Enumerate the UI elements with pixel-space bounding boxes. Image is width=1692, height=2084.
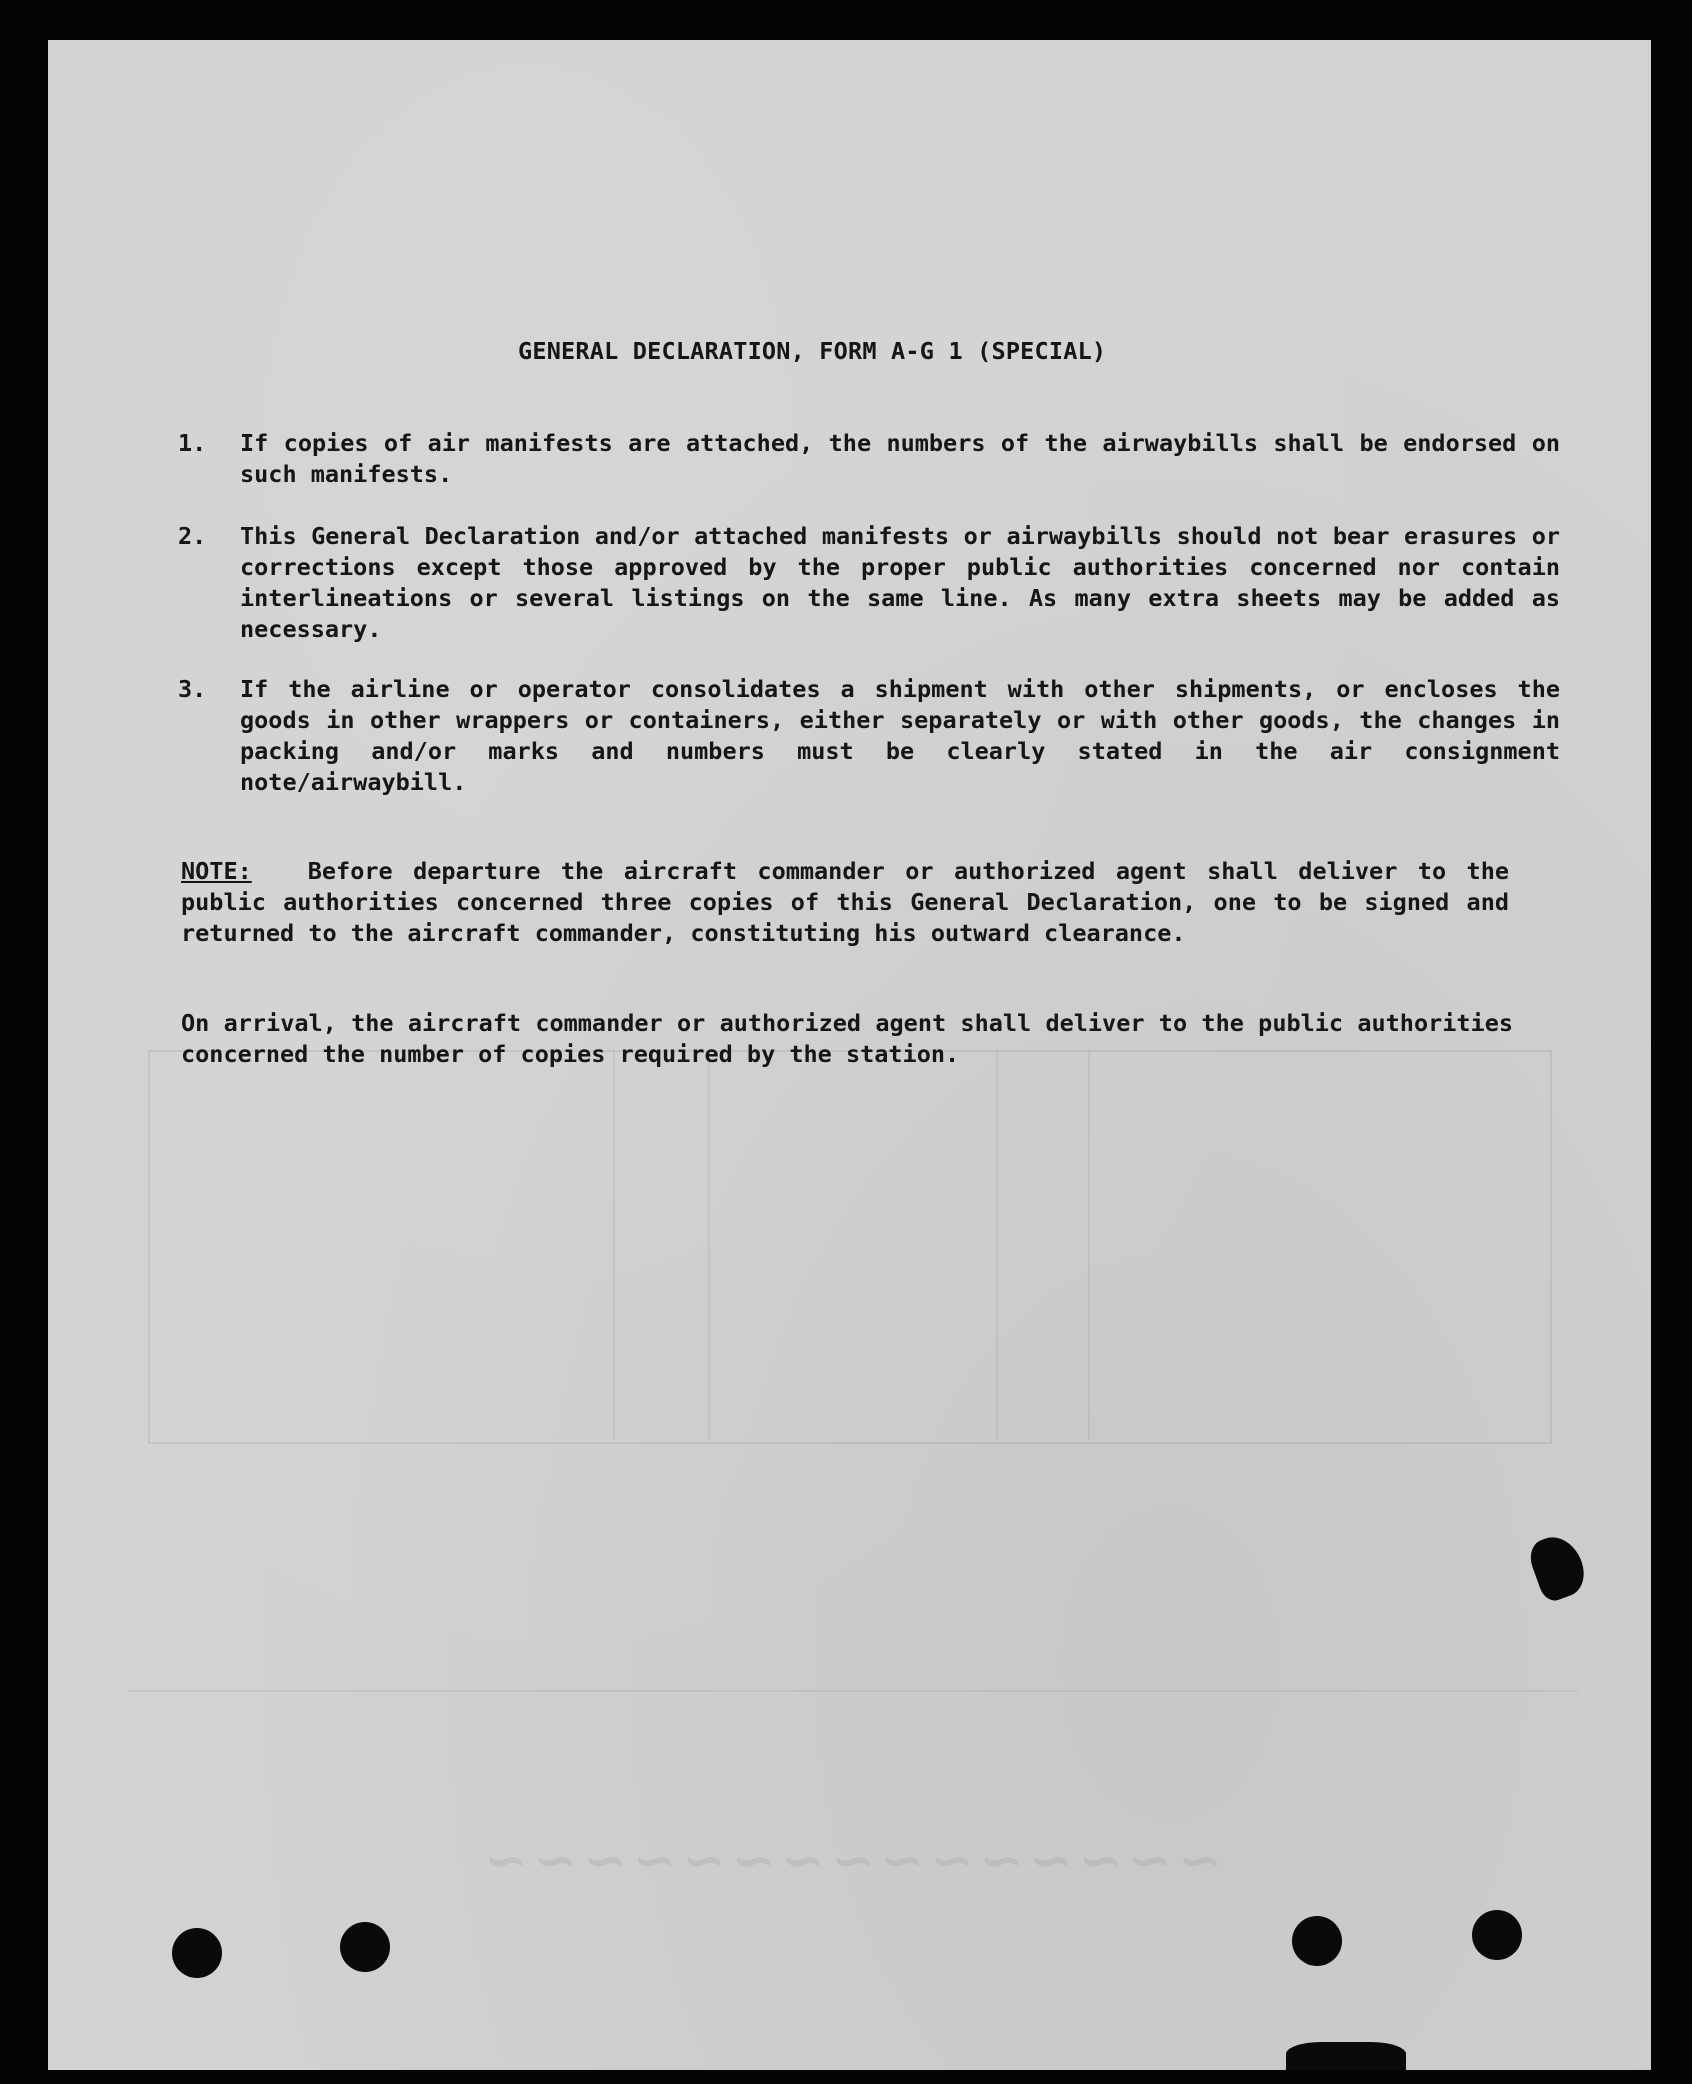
document-page [48, 40, 1651, 2070]
item-text: This General Declaration and/or attached manifests or airwaybills should not bear erasures or corrections except those approved by the proper public authorities concerned nor contain interlineations or several listings on the same line. As many extra sheets may be added as necessary. [240, 522, 1560, 643]
item-text: If the airline or operator consolidates a shipment with other shipments, or encloses the goods in other wrappers or containers, either separately or with other goods, the changes in packing and/or marks and numbers must be clearly stated in the air consignment note/airwaybill. [240, 675, 1560, 796]
note-paragraph [181, 856, 1509, 949]
bleed-through-rule [613, 1050, 615, 1440]
note-label: NOTE: [181, 857, 252, 885]
punch-hole [340, 1922, 390, 1972]
bleed-through-rule [1088, 1050, 1090, 1440]
punch-hole [172, 1928, 222, 1978]
punch-hole [1472, 1910, 1522, 1960]
note-text: Before departure the aircraft commander or authorized agent shall deliver to the public authorities concerned three copies of this General Declaration, one to be signed and returned to the aircraft commander, constituting his outward clearance. [181, 857, 1509, 947]
item-text: If copies of air manifests are attached, the numbers of the airwaybills shall be endorsed on such manifests. [240, 429, 1560, 488]
bleed-through-lettering: ~~~~~~~~~~~~~~~ [478, 1830, 1222, 1891]
bleed-through-rule [708, 1050, 710, 1440]
bleed-through-rule [996, 1050, 998, 1440]
torn-edge [1525, 1530, 1591, 1605]
bleed-through-rule [128, 1690, 1578, 1692]
item-number: 3. [178, 675, 207, 703]
bleed-through-table [148, 1050, 1552, 1444]
item-number: 1. [178, 429, 207, 457]
punch-hole [1292, 1916, 1342, 1966]
torn-edge [1286, 2042, 1406, 2070]
document-title: GENERAL DECLARATION, FORM A-G 1 (SPECIAL) [518, 337, 1107, 365]
arrival-paragraph: On arrival, the aircraft commander or authorized agent shall deliver to the public authorities concerned the number of copies required by the station. [181, 1009, 1513, 1068]
item-number: 2. [178, 522, 207, 550]
